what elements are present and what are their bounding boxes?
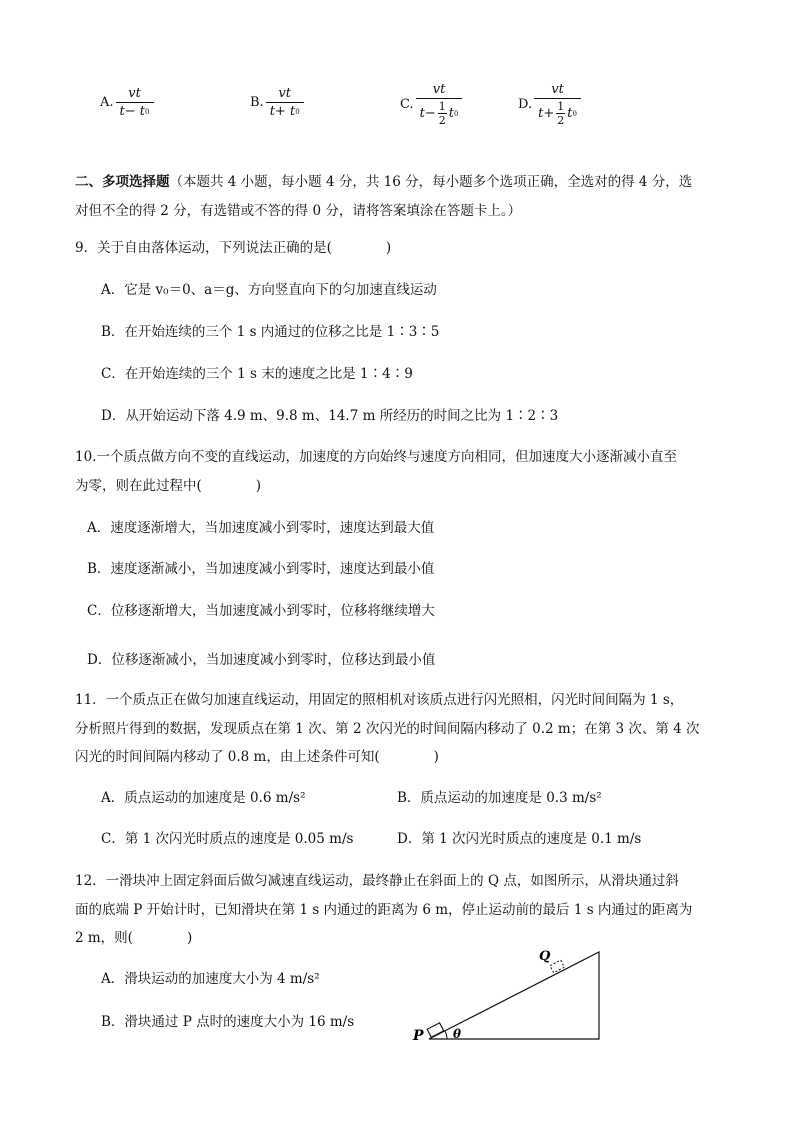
question-12-stem-line3: 2 m，则( ) bbox=[75, 930, 193, 946]
question-11-option-A: A．质点运动的加速度是 0.6 m/s² bbox=[101, 790, 306, 806]
option-B-prev bbox=[250, 86, 304, 119]
question-10-stem-line2: 为零，则在此过程中( ) bbox=[75, 478, 262, 494]
incline-figure bbox=[405, 940, 615, 1050]
angle-arc bbox=[445, 1031, 447, 1039]
question-10-option-D: D．位移逐渐减小，当加速度减小到零时，位移达到最小值 bbox=[87, 652, 436, 668]
block-P bbox=[427, 1023, 444, 1037]
question-9-option-B: B．在开始连续的三个 1 s 内通过的位移之比是 1∶3∶5 bbox=[101, 324, 440, 340]
question-12-option-A: A．滑块运动的加速度大小为 4 m/s² bbox=[101, 971, 320, 987]
question-11-stem-line2: 分析照片得到的数据，发现质点在第 1 次、第 2 次闪光的时间间隔内移动了 0.2 m；在第 3 次、第 4 次 bbox=[75, 721, 700, 737]
section-title: 二、多项选择题 bbox=[75, 174, 170, 190]
numerator: vt bbox=[432, 82, 446, 97]
numerator: vt bbox=[128, 86, 141, 101]
fraction bbox=[534, 82, 581, 127]
half-fraction: $\frac{1}{2}$ bbox=[557, 100, 565, 127]
question-10-option-B: B．速度逐渐减小，当加速度减小到零时，速度达到最小值 bbox=[87, 561, 435, 577]
label-Q: Q bbox=[539, 949, 551, 964]
question-11-stem-line1: 11．一个质点正在做匀加速直线运动，用固定的照相机对该质点进行闪光照相，闪光时间间隔为 1 s， bbox=[75, 692, 684, 708]
incline-triangle bbox=[429, 952, 599, 1039]
fraction bbox=[116, 86, 154, 119]
question-12-option-B: B．滑块通过 P 点时的速度大小为 16 m/s bbox=[101, 1014, 355, 1030]
question-12-stem-line2: 面的底端 P 开始计时，已知滑块在第 1 s 内通过的距离为 6 m，停止运动前的最后 1 s 内通过的距离为 bbox=[75, 902, 693, 918]
section-desc-cont: 对但不全的得 2 分，有选错或不答的得 0 分，请将答案填涂在答题卡上。） bbox=[75, 203, 522, 219]
numerator: vt bbox=[551, 82, 564, 97]
option-label: C. bbox=[400, 97, 414, 112]
option-label: A. bbox=[100, 95, 114, 110]
fraction bbox=[416, 82, 463, 127]
label-theta: θ bbox=[453, 1027, 462, 1041]
denominator: t− t 0 bbox=[116, 102, 154, 119]
denominator: t+ t 0 bbox=[266, 102, 304, 119]
option-label: B. bbox=[250, 95, 264, 110]
question-9-option-C: C．在开始连续的三个 1 s 末的速度之比是 1∶4∶9 bbox=[101, 366, 413, 382]
fraction bbox=[266, 86, 304, 119]
section-desc: （本题共 4 小题，每小题 4 分，共 16 分，每小题多个选项正确，全选对的得 4 分，选 bbox=[169, 174, 693, 190]
question-9-option-A: A．它是 v₀＝0、a＝g、方向竖直向下的匀加速直线运动 bbox=[101, 282, 437, 298]
question-11-option-D: D．第 1 次闪光时质点的速度是 0.1 m/s bbox=[397, 831, 642, 847]
question-9-option-D: D．从开始运动下落 4.9 m、9.8 m、14.7 m 所经历的时间之比为 1∶2∶3 bbox=[101, 408, 559, 424]
option-D-prev bbox=[518, 82, 581, 127]
option-label: D. bbox=[518, 97, 533, 112]
question-10-option-A: A．速度逐渐增大，当加速度减小到零时，速度达到最大值 bbox=[87, 520, 435, 536]
question-11-stem-line3: 闪光的时间间隔内移动了 0.8 m，由上述条件可知( ) bbox=[75, 749, 439, 765]
denominator: t+ $\frac{1}{2}$ t 0 bbox=[534, 98, 581, 127]
question-10-stem-line1: 10.一个质点做方向不变的直线运动，加速度的方向始终与速度方向相同，但加速度大小逐渐减小直至 bbox=[75, 449, 677, 465]
denominator: t− $\frac{1}{2}$ t 0 bbox=[416, 98, 463, 127]
question-10-option-C: C．位移逐渐增大，当加速度减小到零时，位移将继续增大 bbox=[87, 603, 435, 619]
option-C-prev bbox=[400, 82, 462, 127]
question-9-stem: 9．关于自由落体运动，下列说法正确的是( ) bbox=[75, 240, 392, 256]
label-P: P bbox=[413, 1028, 424, 1044]
half-fraction: $\frac{1}{2}$ bbox=[438, 100, 446, 127]
question-12-stem-line1: 12．一滑块冲上固定斜面后做匀减速直线运动，最终静止在斜面上的 Q 点，如图所示，从滑块通过斜 bbox=[75, 873, 679, 889]
section-heading bbox=[75, 170, 692, 190]
numerator: vt bbox=[278, 86, 291, 101]
option-A-prev bbox=[100, 86, 154, 119]
question-11-option-B: B．质点运动的加速度是 0.3 m/s² bbox=[397, 790, 602, 806]
question-11-option-C: C．第 1 次闪光时质点的速度是 0.05 m/s bbox=[101, 831, 354, 847]
